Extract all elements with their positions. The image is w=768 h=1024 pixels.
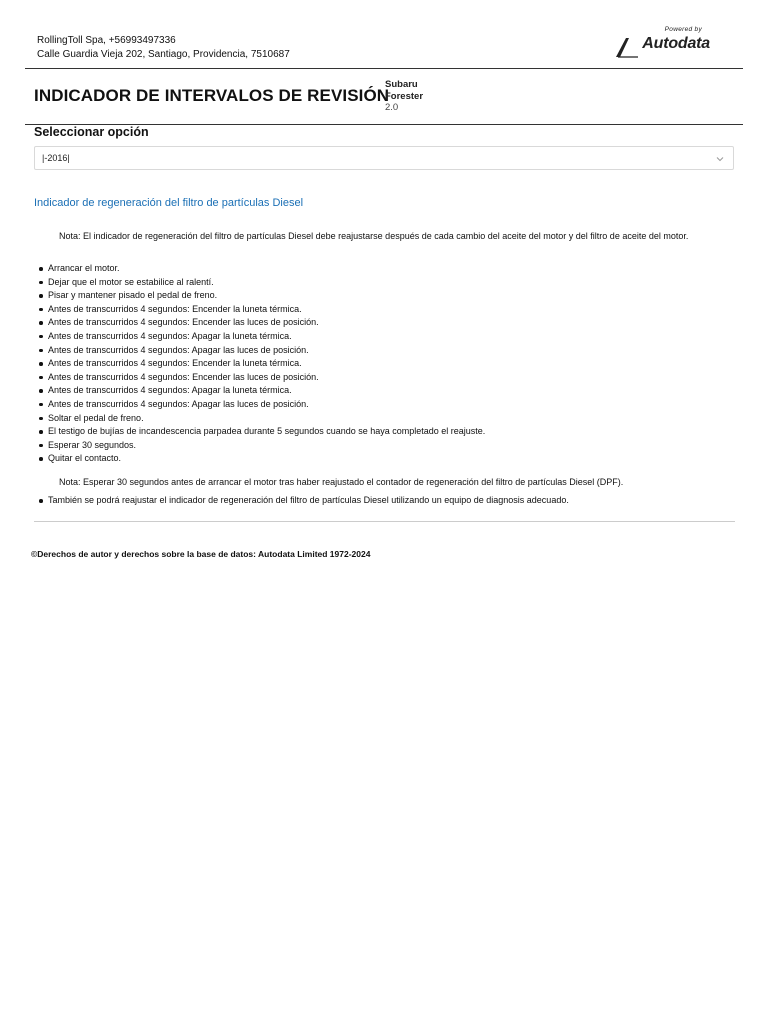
option-select[interactable] [34,146,734,170]
list-item: Antes de transcurridos 4 segundos: Apagar las luces de posición. [48,398,485,412]
list-item: Pisar y mantener pisado el pedal de freno. [48,289,485,303]
list-item: Antes de transcurridos 4 segundos: Apagar las luces de posición. [48,344,485,358]
list-item: Antes de transcurridos 4 segundos: Apagar la luneta térmica. [48,384,485,398]
procedure-steps-list [48,262,485,466]
select-option-label: Seleccionar opción [34,125,149,139]
chevron-down-icon[interactable] [715,154,725,164]
autodata-logo [616,26,712,60]
vehicle-info [385,79,423,114]
dpf-regeneration-link[interactable]: Indicador de regeneración del filtro de partículas Diesel [34,197,304,209]
list-item: Antes de transcurridos 4 segundos: Encender las luces de posición. [48,371,485,385]
list-item: Antes de transcurridos 4 segundos: Encender la luneta térmica. [48,303,485,317]
list-item: El testigo de bujías de incandescencia parpadea durante 5 segundos cuando se haya completado el reajuste. [48,425,485,439]
page-header [0,0,768,70]
page-title: INDICADOR DE INTERVALOS DE REVISIÓN [34,86,390,105]
powered-by-text: Powered by [664,26,702,33]
note-wait-before-start: Nota: Esperar 30 segundos antes de arrancar el motor tras haber reajustado el contador de regeneración del filtro de partículas Diesel (DPF). [59,477,624,487]
copyright-notice: ©Derechos de autor y derechos sobre la base de datos: Autodata Limited 1972-2024 [31,549,371,559]
vehicle-make: Subaru [385,79,418,90]
list-item: Antes de transcurridos 4 segundos: Encender las luces de posición. [48,316,485,330]
list-item: Esperar 30 segundos. [48,439,485,453]
autodata-logo-icon [616,36,638,58]
list-item: También se podrá reajustar el indicador de regeneración del filtro de partículas Diesel utilizando un equipo de diagnosis adecuado. [48,494,569,508]
vehicle-engine: 2.0 [385,102,399,113]
list-item: Dejar que el motor se estabilice al ralentí. [48,276,485,290]
note-reset-after-oil-change: Nota: El indicador de regeneración del filtro de partículas Diesel debe reajustarse después de cada cambio del aceite del motor y del filtro de aceite del motor. [59,231,689,241]
company-info [37,34,290,62]
list-item: Quitar el contacto. [48,452,485,466]
company-name-phone: RollingToll Spa, +56993497336 [37,35,176,46]
list-item: Antes de transcurridos 4 segundos: Apagar la luneta térmica. [48,330,485,344]
vehicle-model: Forester [385,90,424,102]
list-item: Arrancar el motor. [48,262,485,276]
list-item: Soltar el pedal de freno. [48,412,485,426]
autodata-brand: Autodata [642,35,710,52]
company-address: Calle Guardia Vieja 202, Santiago, Providencia, 7510687 [37,49,290,60]
extra-info-list [48,494,569,508]
header-divider [25,68,743,69]
content-divider [34,521,735,522]
list-item: Antes de transcurridos 4 segundos: Encender la luneta térmica. [48,357,485,371]
option-select-value: |-2016| [42,153,70,163]
